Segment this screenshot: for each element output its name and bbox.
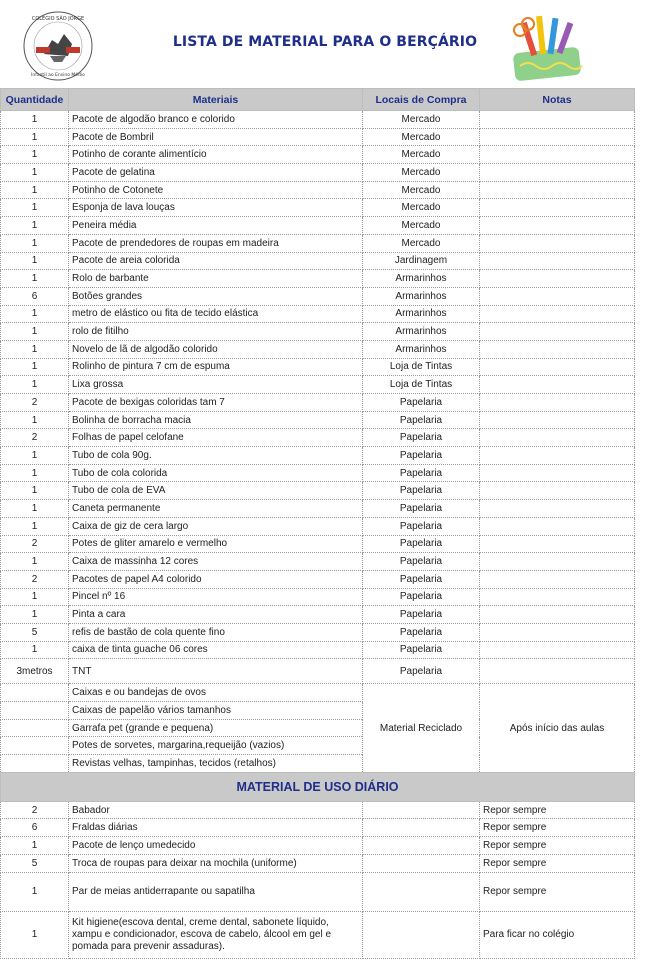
place-cell: Papelaria <box>363 606 480 624</box>
notes-cell <box>480 394 635 412</box>
notes-cell <box>480 270 635 288</box>
material-cell: caixa de tinta guache 06 cores <box>69 641 363 659</box>
quantity-cell: 1 <box>1 606 69 624</box>
svg-text:Infantil ao Ensino Médio: Infantil ao Ensino Médio <box>31 73 85 78</box>
notes-cell <box>480 305 635 323</box>
place-cell: Armarinhos <box>363 323 480 341</box>
table-row <box>1 199 635 217</box>
table-row <box>1 570 635 588</box>
place-cell <box>363 911 480 958</box>
quantity-cell <box>1 737 69 755</box>
quantity-cell: 2 <box>1 801 69 819</box>
notes-cell <box>480 323 635 341</box>
notes-cell <box>480 199 635 217</box>
notes-cell <box>480 500 635 518</box>
recycled-row <box>1 684 635 702</box>
material-cell: Tubo de cola colorida <box>69 464 363 482</box>
quantity-cell: 1 <box>1 305 69 323</box>
material-cell: Botões grandes <box>69 287 363 305</box>
place-cell: Papelaria <box>363 500 480 518</box>
quantity-cell <box>1 719 69 737</box>
quantity-cell: 1 <box>1 464 69 482</box>
place-cell: Papelaria <box>363 535 480 553</box>
quantity-cell <box>1 684 69 702</box>
notes-cell <box>480 535 635 553</box>
table-row <box>1 394 635 412</box>
table-row <box>1 181 635 199</box>
material-cell: Caixa de massinha 12 cores <box>69 553 363 571</box>
material-cell: Bolinha de borracha macia <box>69 411 363 429</box>
table-row <box>1 411 635 429</box>
notes-cell <box>480 606 635 624</box>
quantity-cell: 1 <box>1 111 69 129</box>
table-row <box>1 305 635 323</box>
quantity-cell: 1 <box>1 358 69 376</box>
notes-cell <box>480 164 635 182</box>
place-cell <box>363 801 480 819</box>
quantity-cell: 1 <box>1 482 69 500</box>
material-cell: Caixas de papelão vários tamanhos <box>69 702 363 720</box>
place-cell: Mercado <box>363 217 480 235</box>
notes-cell <box>480 429 635 447</box>
quantity-cell: 1 <box>1 641 69 659</box>
page-title: LISTA DE MATERIAL PARA O BERÇÁRIO <box>172 34 478 50</box>
material-cell: refis de bastão de cola quente fino <box>69 623 363 641</box>
place-cell: Papelaria <box>363 641 480 659</box>
quantity-cell: 1 <box>1 553 69 571</box>
place-cell: Mercado <box>363 146 480 164</box>
quantity-cell: 1 <box>1 323 69 341</box>
place-cell: Mercado <box>363 234 480 252</box>
material-cell: Caixas e ou bandejas de ovos <box>69 684 363 702</box>
quantity-cell: 5 <box>1 854 69 872</box>
place-cell <box>363 872 480 911</box>
place-cell: Papelaria <box>363 394 480 412</box>
table-row <box>1 164 635 182</box>
quantity-cell: 2 <box>1 394 69 412</box>
notes-cell <box>480 641 635 659</box>
notes-cell <box>480 234 635 252</box>
table-row <box>1 429 635 447</box>
place-cell: Papelaria <box>363 570 480 588</box>
place-cell: Papelaria <box>363 411 480 429</box>
quantity-cell: 1 <box>1 128 69 146</box>
quantity-cell <box>1 702 69 720</box>
daily-row <box>1 801 635 819</box>
material-cell: Esponja de lava louças <box>69 199 363 217</box>
table-row <box>1 146 635 164</box>
notes-cell <box>480 464 635 482</box>
quantity-cell <box>1 755 69 773</box>
svg-text:COLÉGIO SÃO JORGE: COLÉGIO SÃO JORGE <box>31 16 85 22</box>
quantity-cell: 2 <box>1 535 69 553</box>
page-header <box>0 0 650 88</box>
quantity-cell: 1 <box>1 872 69 911</box>
table-row <box>1 606 635 624</box>
place-cell: Papelaria <box>363 553 480 571</box>
notes-cell: Repor sempre <box>480 819 635 837</box>
material-cell: Pincel nº 16 <box>69 588 363 606</box>
recycled-note-cell: Após início das aulas <box>480 684 635 772</box>
material-cell: Fraldas diárias <box>69 819 363 837</box>
table-row <box>1 517 635 535</box>
daily-row <box>1 911 635 958</box>
material-cell: Troca de roupas para deixar na mochila (uniforme) <box>69 854 363 872</box>
notes-cell: Repor sempre <box>480 801 635 819</box>
table-row <box>1 376 635 394</box>
notes-cell <box>480 447 635 465</box>
quantity-cell: 1 <box>1 217 69 235</box>
recycled-place-cell: Material Reciclado <box>363 684 480 772</box>
header-notas: Notas <box>480 89 635 111</box>
material-cell: Caixa de giz de cera largo <box>69 517 363 535</box>
material-cell: Garrafa pet (grande e pequena) <box>69 719 363 737</box>
notes-cell: Repor sempre <box>480 872 635 911</box>
material-cell: Pacote de gelatina <box>69 164 363 182</box>
place-cell: Loja de Tintas <box>363 376 480 394</box>
material-cell: Pacote de lenço umedecido <box>69 837 363 855</box>
place-cell: Papelaria <box>363 447 480 465</box>
material-cell: Babador <box>69 801 363 819</box>
quantity-cell: 3metros <box>1 659 69 684</box>
quantity-cell: 1 <box>1 146 69 164</box>
place-cell: Armarinhos <box>363 340 480 358</box>
place-cell: Armarinhos <box>363 287 480 305</box>
material-cell: Peneira média <box>69 217 363 235</box>
table-row <box>1 340 635 358</box>
table-header-row <box>1 89 635 111</box>
place-cell: Mercado <box>363 199 480 217</box>
material-cell: Novelo de lã de algodão colorido <box>69 340 363 358</box>
daily-row <box>1 872 635 911</box>
notes-cell: Para ficar no colégio <box>480 911 635 958</box>
table-row <box>1 659 635 684</box>
table-row <box>1 217 635 235</box>
notes-cell <box>480 623 635 641</box>
material-cell: Kit higiene(escova dental, creme dental, sabonete líquido, xampu e condicionador, escova de cabelo, álcool em gel e pomada para prevenir assaduras). <box>69 911 363 958</box>
notes-cell <box>480 588 635 606</box>
quantity-cell: 1 <box>1 588 69 606</box>
quantity-cell: 1 <box>1 340 69 358</box>
notes-cell <box>480 287 635 305</box>
material-cell: Rolo de barbante <box>69 270 363 288</box>
place-cell: Loja de Tintas <box>363 358 480 376</box>
header-quantidade: Quantidade <box>1 89 69 111</box>
place-cell: Armarinhos <box>363 270 480 288</box>
table-row <box>1 588 635 606</box>
material-cell: Pacote de areia colorida <box>69 252 363 270</box>
section-header-row <box>1 772 635 801</box>
quantity-cell: 1 <box>1 164 69 182</box>
quantity-cell: 1 <box>1 376 69 394</box>
notes-cell <box>480 358 635 376</box>
notes-cell <box>480 376 635 394</box>
quantity-cell: 1 <box>1 411 69 429</box>
quantity-cell: 1 <box>1 234 69 252</box>
daily-row <box>1 854 635 872</box>
notes-cell <box>480 482 635 500</box>
pencil-case-icon <box>506 8 588 82</box>
quantity-cell: 2 <box>1 429 69 447</box>
table-row <box>1 270 635 288</box>
quantity-cell: 1 <box>1 500 69 518</box>
place-cell: Papelaria <box>363 464 480 482</box>
header-locais: Locais de Compra <box>363 89 480 111</box>
notes-cell <box>480 111 635 129</box>
table-row <box>1 234 635 252</box>
notes-cell <box>480 517 635 535</box>
table-row <box>1 287 635 305</box>
notes-cell <box>480 570 635 588</box>
quantity-cell: 1 <box>1 911 69 958</box>
place-cell: Papelaria <box>363 517 480 535</box>
material-cell: Tubo de cola 90g. <box>69 447 363 465</box>
place-cell: Armarinhos <box>363 305 480 323</box>
place-cell: Mercado <box>363 111 480 129</box>
notes-cell <box>480 659 635 684</box>
quantity-cell: 6 <box>1 819 69 837</box>
place-cell: Papelaria <box>363 429 480 447</box>
quantity-cell: 1 <box>1 252 69 270</box>
material-cell: Revistas velhas, tampinhas, tecidos (retalhos) <box>69 755 363 773</box>
place-cell: Papelaria <box>363 588 480 606</box>
table-row <box>1 500 635 518</box>
quantity-cell: 1 <box>1 837 69 855</box>
place-cell <box>363 819 480 837</box>
material-cell: rolo de fitilho <box>69 323 363 341</box>
notes-cell <box>480 181 635 199</box>
material-cell: metro de elástico ou fita de tecido elástica <box>69 305 363 323</box>
material-cell: Folhas de papel celofane <box>69 429 363 447</box>
notes-cell <box>480 217 635 235</box>
section-title: MATERIAL DE USO DIÁRIO <box>1 772 635 801</box>
table-row <box>1 535 635 553</box>
material-cell: Pacote de algodão branco e colorido <box>69 111 363 129</box>
quantity-cell: 1 <box>1 270 69 288</box>
material-cell: Potes de gliter amarelo e vermelho <box>69 535 363 553</box>
place-cell <box>363 837 480 855</box>
table-row <box>1 358 635 376</box>
table-row <box>1 447 635 465</box>
place-cell: Papelaria <box>363 482 480 500</box>
place-cell: Mercado <box>363 181 480 199</box>
table-row <box>1 641 635 659</box>
material-cell: Pacotes de papel A4 colorido <box>69 570 363 588</box>
table-row <box>1 623 635 641</box>
notes-cell <box>480 411 635 429</box>
quantity-cell: 1 <box>1 181 69 199</box>
quantity-cell: 1 <box>1 517 69 535</box>
place-cell: Mercado <box>363 128 480 146</box>
material-cell: TNT <box>69 659 363 684</box>
material-cell: Pacote de bexigas coloridas tam 7 <box>69 394 363 412</box>
material-cell: Potes de sorvetes, margarina,requeijão (vazios) <box>69 737 363 755</box>
table-row <box>1 553 635 571</box>
notes-cell <box>480 553 635 571</box>
table-row <box>1 252 635 270</box>
material-cell: Tubo de cola de EVA <box>69 482 363 500</box>
table-row <box>1 111 635 129</box>
place-cell: Jardinagem <box>363 252 480 270</box>
notes-cell <box>480 146 635 164</box>
material-cell: Pacote de prendedores de roupas em madeira <box>69 234 363 252</box>
place-cell: Mercado <box>363 164 480 182</box>
quantity-cell: 1 <box>1 199 69 217</box>
daily-row <box>1 819 635 837</box>
quantity-cell: 5 <box>1 623 69 641</box>
material-cell: Potinho de corante alimentício <box>69 146 363 164</box>
notes-cell: Repor sempre <box>480 854 635 872</box>
notes-cell <box>480 128 635 146</box>
daily-row <box>1 837 635 855</box>
notes-cell <box>480 340 635 358</box>
material-cell: Pinta a cara <box>69 606 363 624</box>
material-cell: Lixa grossa <box>69 376 363 394</box>
notes-cell: Repor sempre <box>480 837 635 855</box>
header-materiais: Materiais <box>69 89 363 111</box>
table-row <box>1 323 635 341</box>
table-row <box>1 464 635 482</box>
place-cell: Papelaria <box>363 623 480 641</box>
table-row <box>1 128 635 146</box>
material-table <box>0 88 635 959</box>
quantity-cell: 1 <box>1 447 69 465</box>
quantity-cell: 2 <box>1 570 69 588</box>
material-cell: Pacote de Bombril <box>69 128 363 146</box>
place-cell <box>363 854 480 872</box>
table-row <box>1 482 635 500</box>
material-cell: Potinho de Cotonete <box>69 181 363 199</box>
material-cell: Par de meias antiderrapante ou sapatilha <box>69 872 363 911</box>
quantity-cell: 6 <box>1 287 69 305</box>
notes-cell <box>480 252 635 270</box>
place-cell: Papelaria <box>363 659 480 684</box>
material-cell: Caneta permanente <box>69 500 363 518</box>
material-cell: Rolinho de pintura 7 cm de espuma <box>69 358 363 376</box>
